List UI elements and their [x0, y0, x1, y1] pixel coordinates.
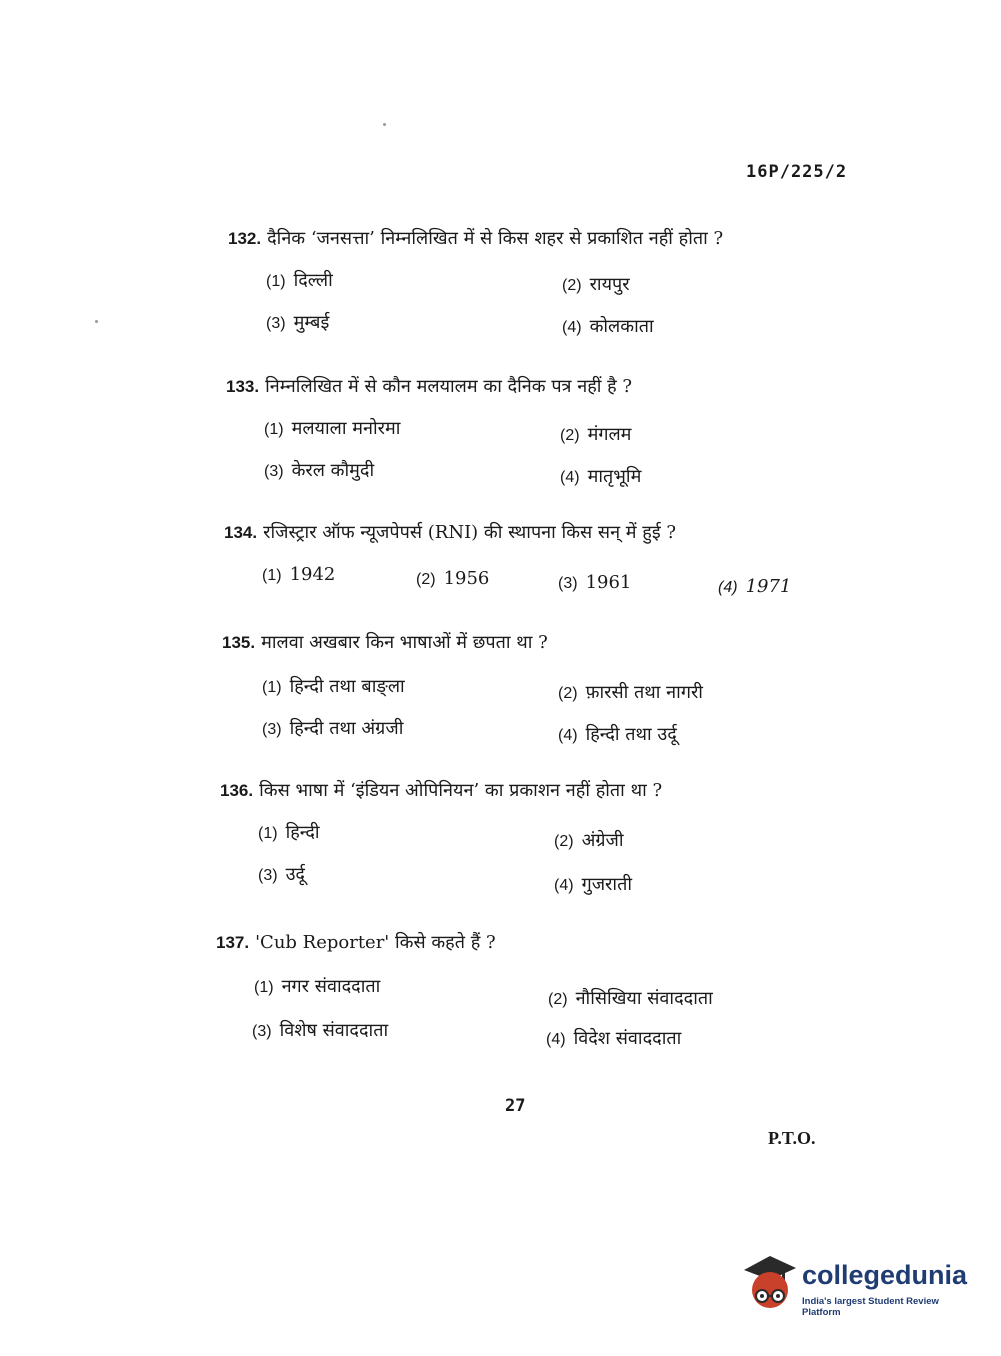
option-4 [546, 1026, 681, 1050]
option-text: हिन्दी तथा उर्दू [585, 724, 677, 745]
option-number: (1) [262, 679, 282, 696]
question-133 [0, 374, 1001, 494]
option-2 [554, 828, 623, 852]
question-number: 136. [220, 781, 254, 800]
paper-code: 16P/225/2 [746, 162, 848, 182]
option-3 [266, 310, 329, 334]
option-text: मुम्बई [293, 312, 330, 333]
option-text: कोलकाता [589, 316, 654, 337]
option-number: (2) [416, 571, 436, 588]
option-text: रायपुर [589, 274, 630, 295]
question-135 [0, 630, 1001, 750]
logo-name: collegedunia [802, 1260, 968, 1290]
option-number: (2) [558, 685, 578, 702]
option-3 [252, 1018, 388, 1042]
option-number: (3) [264, 463, 284, 480]
option-4 [562, 314, 654, 338]
option-1 [262, 674, 405, 698]
option-number: (1) [258, 825, 278, 842]
question-137 [0, 930, 1001, 1050]
question-136 [0, 778, 1001, 898]
option-3 [258, 862, 305, 886]
question-number: 134. [224, 523, 258, 542]
option-number: (3) [252, 1023, 272, 1040]
option-4 [718, 576, 791, 597]
question-stem: किस भाषा में ‘इंडियन ओपिनियन’ का प्रकाशन नहीं होता था ? [259, 780, 663, 801]
option-1 [266, 268, 333, 292]
option-number: (3) [558, 575, 578, 592]
option-number: (3) [266, 315, 286, 332]
option-number: (1) [262, 567, 282, 584]
option-text: 1961 [585, 572, 632, 593]
option-number: (4) [562, 319, 582, 336]
option-1 [258, 820, 320, 844]
option-2 [416, 568, 489, 589]
logo-tagline: India's largest Student Review Platform [802, 1296, 939, 1318]
question-text [220, 778, 662, 802]
option-text: अंग्रेजी [581, 830, 624, 851]
option-text: केरल कौमुदी [291, 460, 375, 481]
scan-speck [383, 123, 386, 126]
question-text [222, 630, 548, 654]
question-stem: रजिस्ट्रार ऑफ न्यूजपेपर्स (RNI) की स्थापना किस सन् में हुई ? [263, 522, 677, 543]
question-stem: निम्नलिखित में से कौन मलयालम का दैनिक पत्र नहीं है ? [265, 376, 633, 397]
option-number: (2) [554, 833, 574, 850]
option-text: फ़ारसी तथा नागरी [585, 682, 703, 703]
option-text: 1956 [443, 568, 490, 589]
option-text: हिन्दी [285, 822, 320, 843]
collegedunia-logo[interactable] [740, 1252, 970, 1318]
option-4 [560, 464, 641, 488]
question-text [224, 520, 676, 544]
option-text: 1942 [289, 564, 336, 585]
option-number: (1) [266, 273, 286, 290]
question-stem: दैनिक ‘जनसत्ता’ निम्नलिखित में से किस शहर से प्रकाशित नहीं होता ? [267, 228, 724, 249]
page-number: 27 [505, 1096, 526, 1116]
option-number: (4) [558, 727, 578, 744]
option-number: (4) [546, 1031, 566, 1048]
mascot-icon [740, 1252, 800, 1318]
option-number: (1) [264, 421, 284, 438]
option-text: हिन्दी तथा अंग्रजी [289, 718, 404, 739]
option-1 [262, 564, 335, 585]
option-text: मलयाला मनोरमा [291, 418, 401, 439]
option-text: नौसिखिया संवाददाता [575, 988, 713, 1009]
option-text: हिन्दी तथा बाङ्ला [289, 676, 405, 697]
question-stem: मालवा अखबार किन भाषाओं में छपता था ? [261, 632, 548, 653]
option-4 [554, 872, 632, 896]
question-number: 132. [228, 229, 262, 248]
option-text: गुजराती [581, 874, 632, 895]
option-number: (1) [254, 979, 274, 996]
option-text: मंगलम [587, 424, 632, 445]
question-text [228, 226, 723, 250]
option-number: (4) [554, 877, 574, 894]
option-text: उर्दू [285, 864, 305, 885]
option-text: 1971 [745, 576, 792, 597]
option-1 [264, 416, 400, 440]
option-number: (4) [718, 579, 738, 596]
option-2 [560, 422, 631, 446]
option-4 [558, 722, 677, 746]
question-132 [0, 226, 1001, 346]
option-3 [262, 716, 403, 740]
option-1 [254, 974, 380, 998]
option-number: (3) [262, 721, 282, 738]
option-number: (2) [562, 277, 582, 294]
question-number: 135. [222, 633, 256, 652]
option-3 [558, 572, 631, 593]
question-text [226, 374, 632, 398]
option-text: विशेष संवाददाता [279, 1020, 389, 1041]
option-text: दिल्ली [293, 270, 333, 291]
option-3 [264, 458, 374, 482]
option-2 [548, 986, 713, 1010]
option-2 [558, 680, 703, 704]
option-number: (2) [548, 991, 568, 1008]
pto-label: P.T.O. [768, 1128, 816, 1148]
option-number: (4) [560, 469, 580, 486]
option-text: मातृभूमि [587, 466, 642, 487]
question-stem: 'Cub Reporter' किसे कहते हैं ? [255, 932, 496, 953]
question-text [216, 930, 496, 954]
question-number: 137. [216, 933, 250, 952]
question-134 [0, 520, 1001, 640]
option-text: विदेश संवाददाता [573, 1028, 682, 1049]
question-number: 133. [226, 377, 260, 396]
option-text: नगर संवाददाता [281, 976, 381, 997]
option-number: (2) [560, 427, 580, 444]
option-2 [562, 272, 630, 296]
scan-speck [95, 320, 98, 323]
option-number: (3) [258, 867, 278, 884]
